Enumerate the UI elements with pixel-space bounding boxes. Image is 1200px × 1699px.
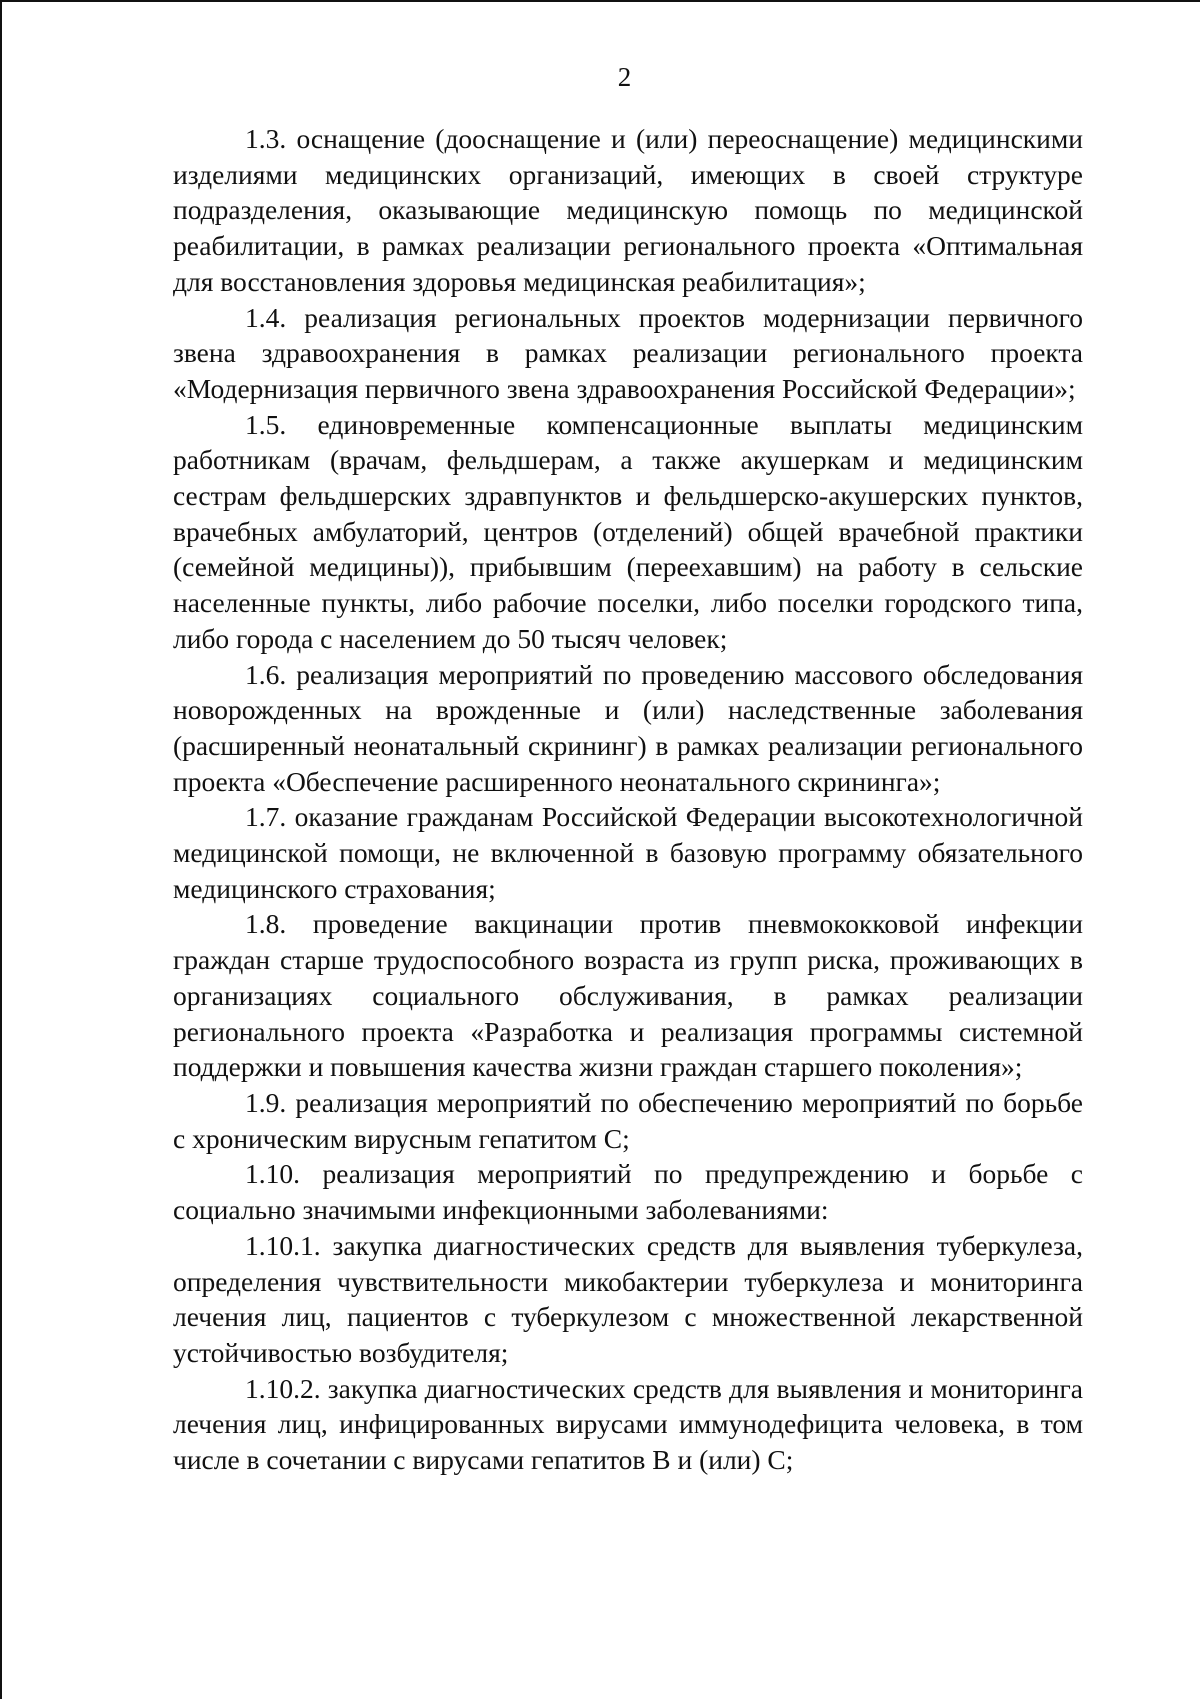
paragraph-1-10-2: 1.10.2. закупка диагностических средств для выявления и мониторинга лечения лиц, инфицированных вирусами иммунодефицита человека, в том числе в сочетании с вирусами гепатитов В и (или) С; bbox=[173, 1372, 1083, 1476]
paragraph-1-4: 1.4. реализация региональных проектов модернизации первичного звена здравоохранения в рамках реализации регионального проекта «Модернизация первичного звена здравоохранения Российской Федерации»; bbox=[173, 301, 1083, 404]
paragraph-1-3: 1.3. оснащение (дооснащение и (или) переоснащение) медицинскими изделиями медицинских организаций, имеющих в своей структуре подразделения, оказывающие медицинскую помощь по медицинской реабилитации, в рамках реализации регионального проекта «Оптимальная для восстановления здоровья медицинская реабилитация»; bbox=[173, 123, 1083, 297]
paragraph-1-9: 1.9. реализация мероприятий по обеспечению мероприятий по борьбе с хроническим вирусным гепатитом С; bbox=[173, 1086, 1083, 1154]
paragraph-1-5: 1.5. единовременные компенсационные выплаты медицинским работникам (врачам, фельдшерам, а также акушеркам и медицинским сестрам фельдшерских здравпунктов и фельдшерско-акушерских пунктов, врачебных амбулаторий, центров (отделений) общей врачебной практики (семейной медицины)), прибывшим (переехавшим) на работу в сельские населенные пункты, либо рабочие поселки, либо поселки городского типа, либо города с населением до 50 тысяч человек; bbox=[173, 408, 1083, 654]
paragraph-1-8: 1.8. проведение вакцинации против пневмококковой инфекции граждан старше трудоспособного возраста из групп риска, проживающих в организациях социального обслуживания, в рамках реализации регионального проекта «Разработка и реализация программы системной поддержки и повышения качества жизни граждан старшего поколения»; bbox=[173, 908, 1083, 1083]
paragraph-1-10: 1.10. реализация мероприятий по предупреждению и борьбе с социально значимыми инфекционными заболеваниями: bbox=[173, 1158, 1083, 1226]
paragraph-1-6: 1.6. реализация мероприятий по проведению массового обследования новорожденных на врожденные и (или) наследственные заболевания (расширенный неонатальный скрининг) в рамках реализации регионального проекта «Обеспечение расширенного неонатального скрининга»; bbox=[173, 658, 1083, 797]
document-body bbox=[173, 121, 1083, 1478]
paragraph-1-10-1: 1.10.1. закупка диагностических средств для выявления туберкулеза, определения чувствительности микобактерии туберкулеза и мониторинга лечения лиц, пациентов с туберкулезом с множественной лекарственной устойчивостью возбудителя; bbox=[173, 1229, 1083, 1368]
paragraph-1-7: 1.7. оказание гражданам Российской Федерации высокотехнологичной медицинской помощи, не включенной в базовую программу обязательного медицинского страхования; bbox=[173, 801, 1083, 904]
page-number: 2 bbox=[617, 62, 632, 92]
